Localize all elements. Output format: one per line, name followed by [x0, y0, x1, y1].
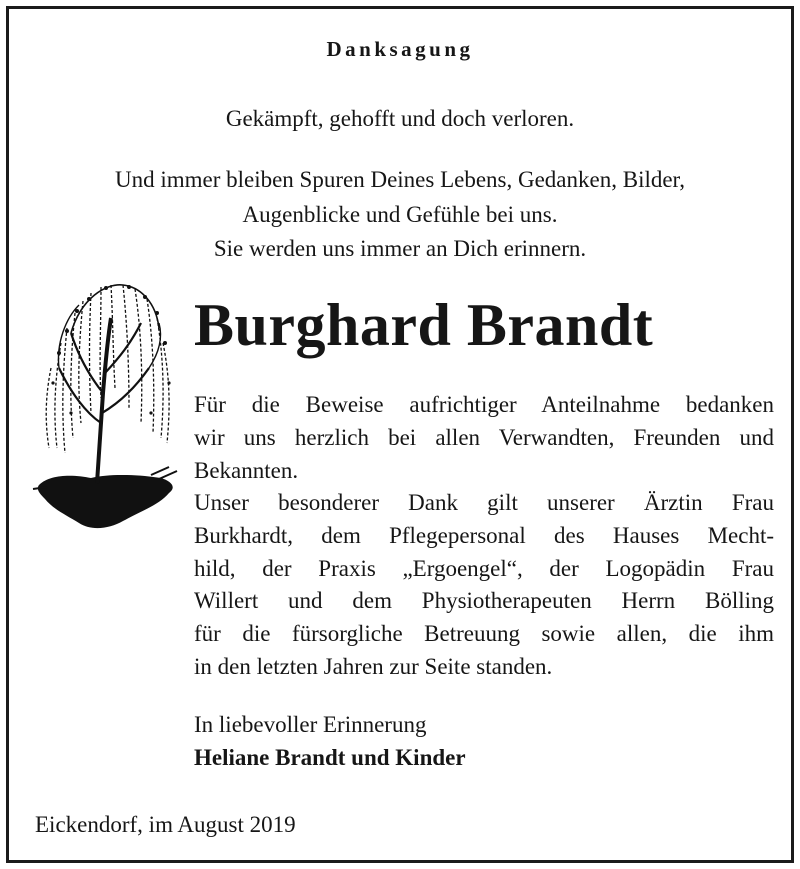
thanks-line-9: in den letzten Jahren zur Seite standen.	[194, 654, 553, 679]
deceased-name: Burghard Brandt	[194, 292, 654, 358]
poem-line-2: Augenblicke und Gefühle bei uns.	[242, 202, 558, 227]
signers: Heliane Brandt und Kinder	[194, 745, 466, 770]
thanks-line-4: Unser besonderer Dank gilt unserer Ärztin Frau	[194, 490, 774, 515]
motto: Gekämpft, gehofft und doch verloren.	[225, 106, 575, 131]
thanks-line-7: Willert und dem Physiotherapeuten Herrn Bölling	[194, 588, 774, 613]
thanks-line-1: Für die Beweise aufrichtiger Anteilnahme bedanken	[194, 392, 774, 417]
thanks-line-6: hild, der Praxis „Ergoengel“, der Logopädin Frau	[194, 556, 774, 581]
weeping-willow-icon	[31, 273, 181, 535]
thanks-line-8: für die fürsorgliche Betreuung sowie allen, die ihm	[194, 621, 774, 646]
place-date: Eickendorf, im August 2019	[35, 812, 296, 837]
thanks-line-5: Burkhardt, dem Pflegepersonal des Hauses Mecht-	[194, 523, 774, 548]
notice-frame	[6, 6, 794, 863]
thanks-line-2: wir uns herzlich bei allen Verwandten, Freunden und	[194, 425, 774, 450]
poem-line-3: Sie werden uns immer an Dich erinnern.	[213, 236, 587, 261]
thanks-line-3: Bekannten.	[194, 458, 299, 483]
closing-text: In liebevoller Erinnerung	[194, 712, 427, 737]
notice-heading: Danksagung	[326, 37, 474, 61]
poem-line-1: Und immer bleiben Spuren Deines Lebens, Gedanken, Bilder,	[114, 167, 686, 192]
